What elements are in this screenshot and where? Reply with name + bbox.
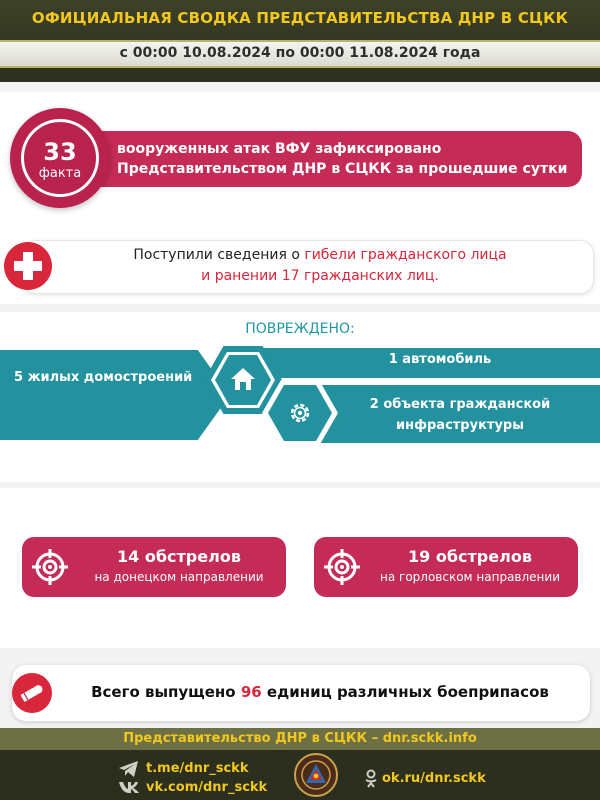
damaged-car-label: 1 автомобиль	[388, 352, 492, 367]
ammo-suffix: единиц различных боеприпасов	[261, 683, 549, 701]
attacks-count: 33	[43, 138, 77, 166]
damaged-houses-label: 5 жилых домостроений	[14, 370, 193, 385]
damaged-infra-label	[330, 394, 590, 436]
house-icon	[229, 366, 257, 392]
odnoklassniki-link[interactable]: ok.ru/dnr.sckk	[382, 771, 486, 786]
telegram-icon	[118, 760, 140, 778]
odnoklassniki-icon	[364, 769, 378, 789]
shelling-donetsk-direction: на донецком направлении	[94, 570, 264, 584]
attacks-description	[117, 139, 577, 179]
ammo-count: 96	[240, 683, 262, 701]
vk-icon	[118, 780, 140, 794]
casualties-text-plain: Поступили сведения о	[133, 247, 305, 263]
casualties-text-deaths: гибели гражданского лица	[304, 247, 507, 263]
bullet-icon	[17, 681, 47, 705]
shelling-gorlovka-count: 19 обстрелов	[408, 547, 532, 566]
ammo-total	[60, 683, 580, 701]
date-range: с 00:00 10.08.2024 по 00:00 11.08.2024 года	[119, 45, 481, 61]
telegram-link[interactable]: t.me/dnr_sckk	[146, 761, 249, 776]
casualties-line-2: и ранении 17 гражданских лиц.	[201, 268, 439, 284]
medical-cross-icon-horizontal	[14, 261, 42, 271]
crosshair-icon	[322, 547, 362, 587]
attacks-line-1: вооруженных атак ВФУ зафиксировано	[117, 141, 442, 157]
damaged-infra-line-2: инфраструктуры	[396, 418, 524, 433]
crosshair-icon	[30, 547, 70, 587]
attacks-line-2: Представительством ДНР в СЦКК за прошедшие сутки	[117, 161, 568, 177]
damaged-title: ПОВРЕЖДЕНО:	[245, 321, 355, 337]
emblem-logo-mark	[300, 759, 332, 791]
shelling-donetsk-count: 14 обстрелов	[117, 547, 241, 566]
damaged-houses-banner	[0, 350, 230, 440]
damaged-infra-line-1: 2 объекта гражданской	[369, 397, 551, 412]
casualties-line-1	[60, 247, 580, 263]
gear-icon	[287, 400, 313, 426]
footer-site: Представительство ДНР в СЦКК – dnr.sckk.info	[123, 731, 477, 746]
ammo-prefix: Всего выпущено	[91, 683, 241, 701]
vk-link[interactable]: vk.com/dnr_sckk	[146, 780, 268, 795]
shelling-gorlovka-direction: на горловском направлении	[380, 570, 560, 584]
attacks-unit: факта	[38, 166, 82, 181]
page-title: ОФИЦИАЛЬНАЯ СВОДКА ПРЕДСТАВИТЕЛЬСТВА ДНР В СЦКК	[31, 9, 569, 27]
